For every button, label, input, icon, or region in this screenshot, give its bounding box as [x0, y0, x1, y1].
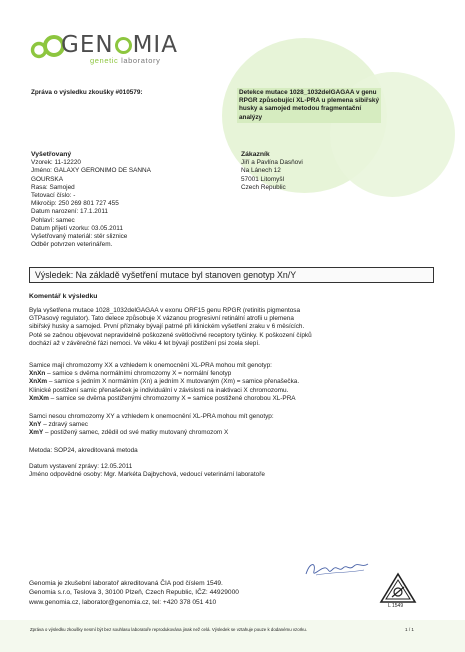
microchip-line: Mikročip: 250 269 801 727 455	[31, 200, 119, 208]
customer-city: 57001 Litomyšl	[241, 175, 284, 183]
genotype-text: – samice se dvěma postiženými chromozomy X = samice postižené chorobou XL-PRA	[48, 394, 296, 402]
report-title: Zpráva o výsledku zkoušky #010579:	[31, 89, 143, 96]
signature	[302, 556, 372, 580]
genotype-code: XmY	[29, 429, 44, 437]
paragraph-line: Poté se začnou objevovat nepravidelně poškozené světločivné receptory tyčinky. K poškození čípků	[29, 331, 312, 339]
paragraph-line: GTPasový regulator). Tato delece způsobuje X vázanou progresivní retinální atrofii u plemena	[29, 315, 294, 323]
test-line: RPGR způsobující XL-PRA u plemena sibiřský	[239, 97, 380, 105]
test-line: Detekce mutace 1028_1032delGAGAA v genu	[239, 89, 377, 96]
male-intro: Samci nesou chromozomy XY a vzhledem k onemocnění XL-PRA mohou mít genotyp:	[29, 413, 274, 420]
customer-street: Na Lánech 12	[241, 167, 281, 175]
examined-section	[31, 151, 151, 249]
result-text: Výsledek: Na základě vyšetření mutace byl stanoven genotyp Xn/Y	[35, 270, 297, 280]
customer-name: Jiří a Pavlína Dasňovi	[241, 159, 303, 167]
customer-country: Czech Republic	[241, 183, 286, 191]
genotype-row	[29, 421, 274, 429]
genotype-code: XnXm	[29, 378, 48, 386]
genotype-row	[29, 378, 299, 386]
female-genotypes	[29, 362, 299, 403]
accreditation-mark	[379, 572, 417, 612]
sample-line: Vzorek: 11-12220	[31, 159, 81, 167]
examined-heading: Vyšetřovaný	[31, 151, 72, 158]
responsible-person-line: Jméno odpovědné osoby: Mgr. Markéta Dajbychová, vedoucí veterinární laboratoře	[29, 471, 265, 478]
name-line-cont: GOURSKA	[31, 175, 63, 183]
genotype-code: XnY	[29, 421, 42, 429]
vet-confirmation-line: Odběr potvrzen veterinářem.	[31, 241, 113, 249]
genotype-row	[29, 387, 299, 395]
genotype-text: – samice s dvěma normálními chromozomy X = normální fenotyp	[45, 370, 232, 378]
genotype-code: XmXm	[29, 394, 49, 402]
test-description	[237, 88, 381, 123]
genotype-text: – zdravý samec	[41, 421, 88, 429]
genomia-logo	[30, 28, 210, 70]
breed-line: Rasa: Samojed	[31, 183, 75, 191]
footer-info	[29, 579, 239, 607]
method-line: Metoda: SOP24, akreditovaná metoda	[29, 447, 138, 454]
logo-wordmark: GEN MIA	[61, 32, 178, 58]
tattoo-line: Tetovací číslo: -	[31, 192, 76, 200]
customer-heading: Zákazník	[241, 151, 270, 158]
customer-section	[241, 151, 303, 192]
accreditation-label: L 1549	[388, 603, 404, 609]
result-box	[29, 267, 434, 283]
logo-subtitle: genetic laboratory	[90, 56, 161, 65]
received-date-line: Datum přijetí vzorku: 03.05.2011	[31, 224, 123, 232]
bottom-bar	[0, 620, 465, 652]
issue-date-line: Datum vystavení zprávy: 12.05.2011	[29, 463, 133, 470]
address-line: Genomia s.r.o, Teslova 3, 30100 Plzeň, Czech Republic, IČZ: 44929000	[29, 589, 239, 597]
genotype-row	[29, 429, 274, 437]
comment-heading: Komentář k výsledku	[29, 293, 98, 300]
genotype-text: – postižený samec, zdědil od své matky mutovaný chromozom X	[43, 429, 229, 437]
test-line: analýzy	[239, 113, 263, 121]
comment-paragraph	[29, 307, 427, 348]
genotype-row	[29, 370, 299, 378]
material-line: Vyšetřovaný materiál: stěr sliznice	[31, 233, 128, 241]
genotype-text: Klinické postižení samic přenašeček je individuální v závislosti na inaktivaci X chromozomu.	[29, 386, 289, 394]
page-number: 1 / 1	[405, 627, 414, 632]
sex-line: Pohlaví: samec	[31, 216, 75, 224]
paragraph-line: sibiřský husky a samojed. První příznaky bývají patrné při klinickém vyšetření zraku v 6 měsících.	[29, 323, 305, 331]
female-intro: Samice mají chromozomy XX a vzhledem k onemocnění XL-PRA mohou mít genotyp:	[29, 362, 272, 369]
name-line: Jméno: GALAXY GERONIMO DE SANNA	[31, 167, 151, 175]
signature-scribble-icon	[302, 556, 372, 580]
paragraph-line: dochází až v závěrečné fázi nemoci. Ve věku 4 let bývají postižení psi zcela slepí.	[29, 339, 260, 347]
genotype-row	[29, 395, 299, 403]
paragraph-line: Byla vyšetřena mutace 1028_1032delGAGAA v exonu ORF15 genu RPGR (retinitis pigmentosa	[29, 307, 301, 314]
accreditation-triangle-icon	[379, 572, 417, 604]
accreditation-line: Genomia je zkušební laboratoř akreditovaná ČIA pod číslem 1549.	[29, 580, 223, 587]
male-genotypes	[29, 413, 274, 438]
logo-o-icon	[115, 37, 132, 54]
genotype-text: – samice s jedním X normálním (Xn) a jedním X mutovaným (Xm) = samice přenašečka.	[47, 378, 300, 386]
genotype-code: XnXn	[29, 370, 46, 378]
birth-date-line: Datum narození: 17.1.2011	[31, 208, 108, 216]
test-line: husky a samojed metodou fragmentační	[239, 105, 362, 113]
disclaimer: Zpráva o výsledku zkoušky nesmí být bez souhlasu laboratoře reprodukována jinak než celá. Výsledek se vztahuje pouze k dodanému vzorku.	[30, 627, 308, 632]
contact-line: www.genomia.cz, laborator@genomia.cz, tel: +420 378 051 410	[29, 598, 217, 606]
